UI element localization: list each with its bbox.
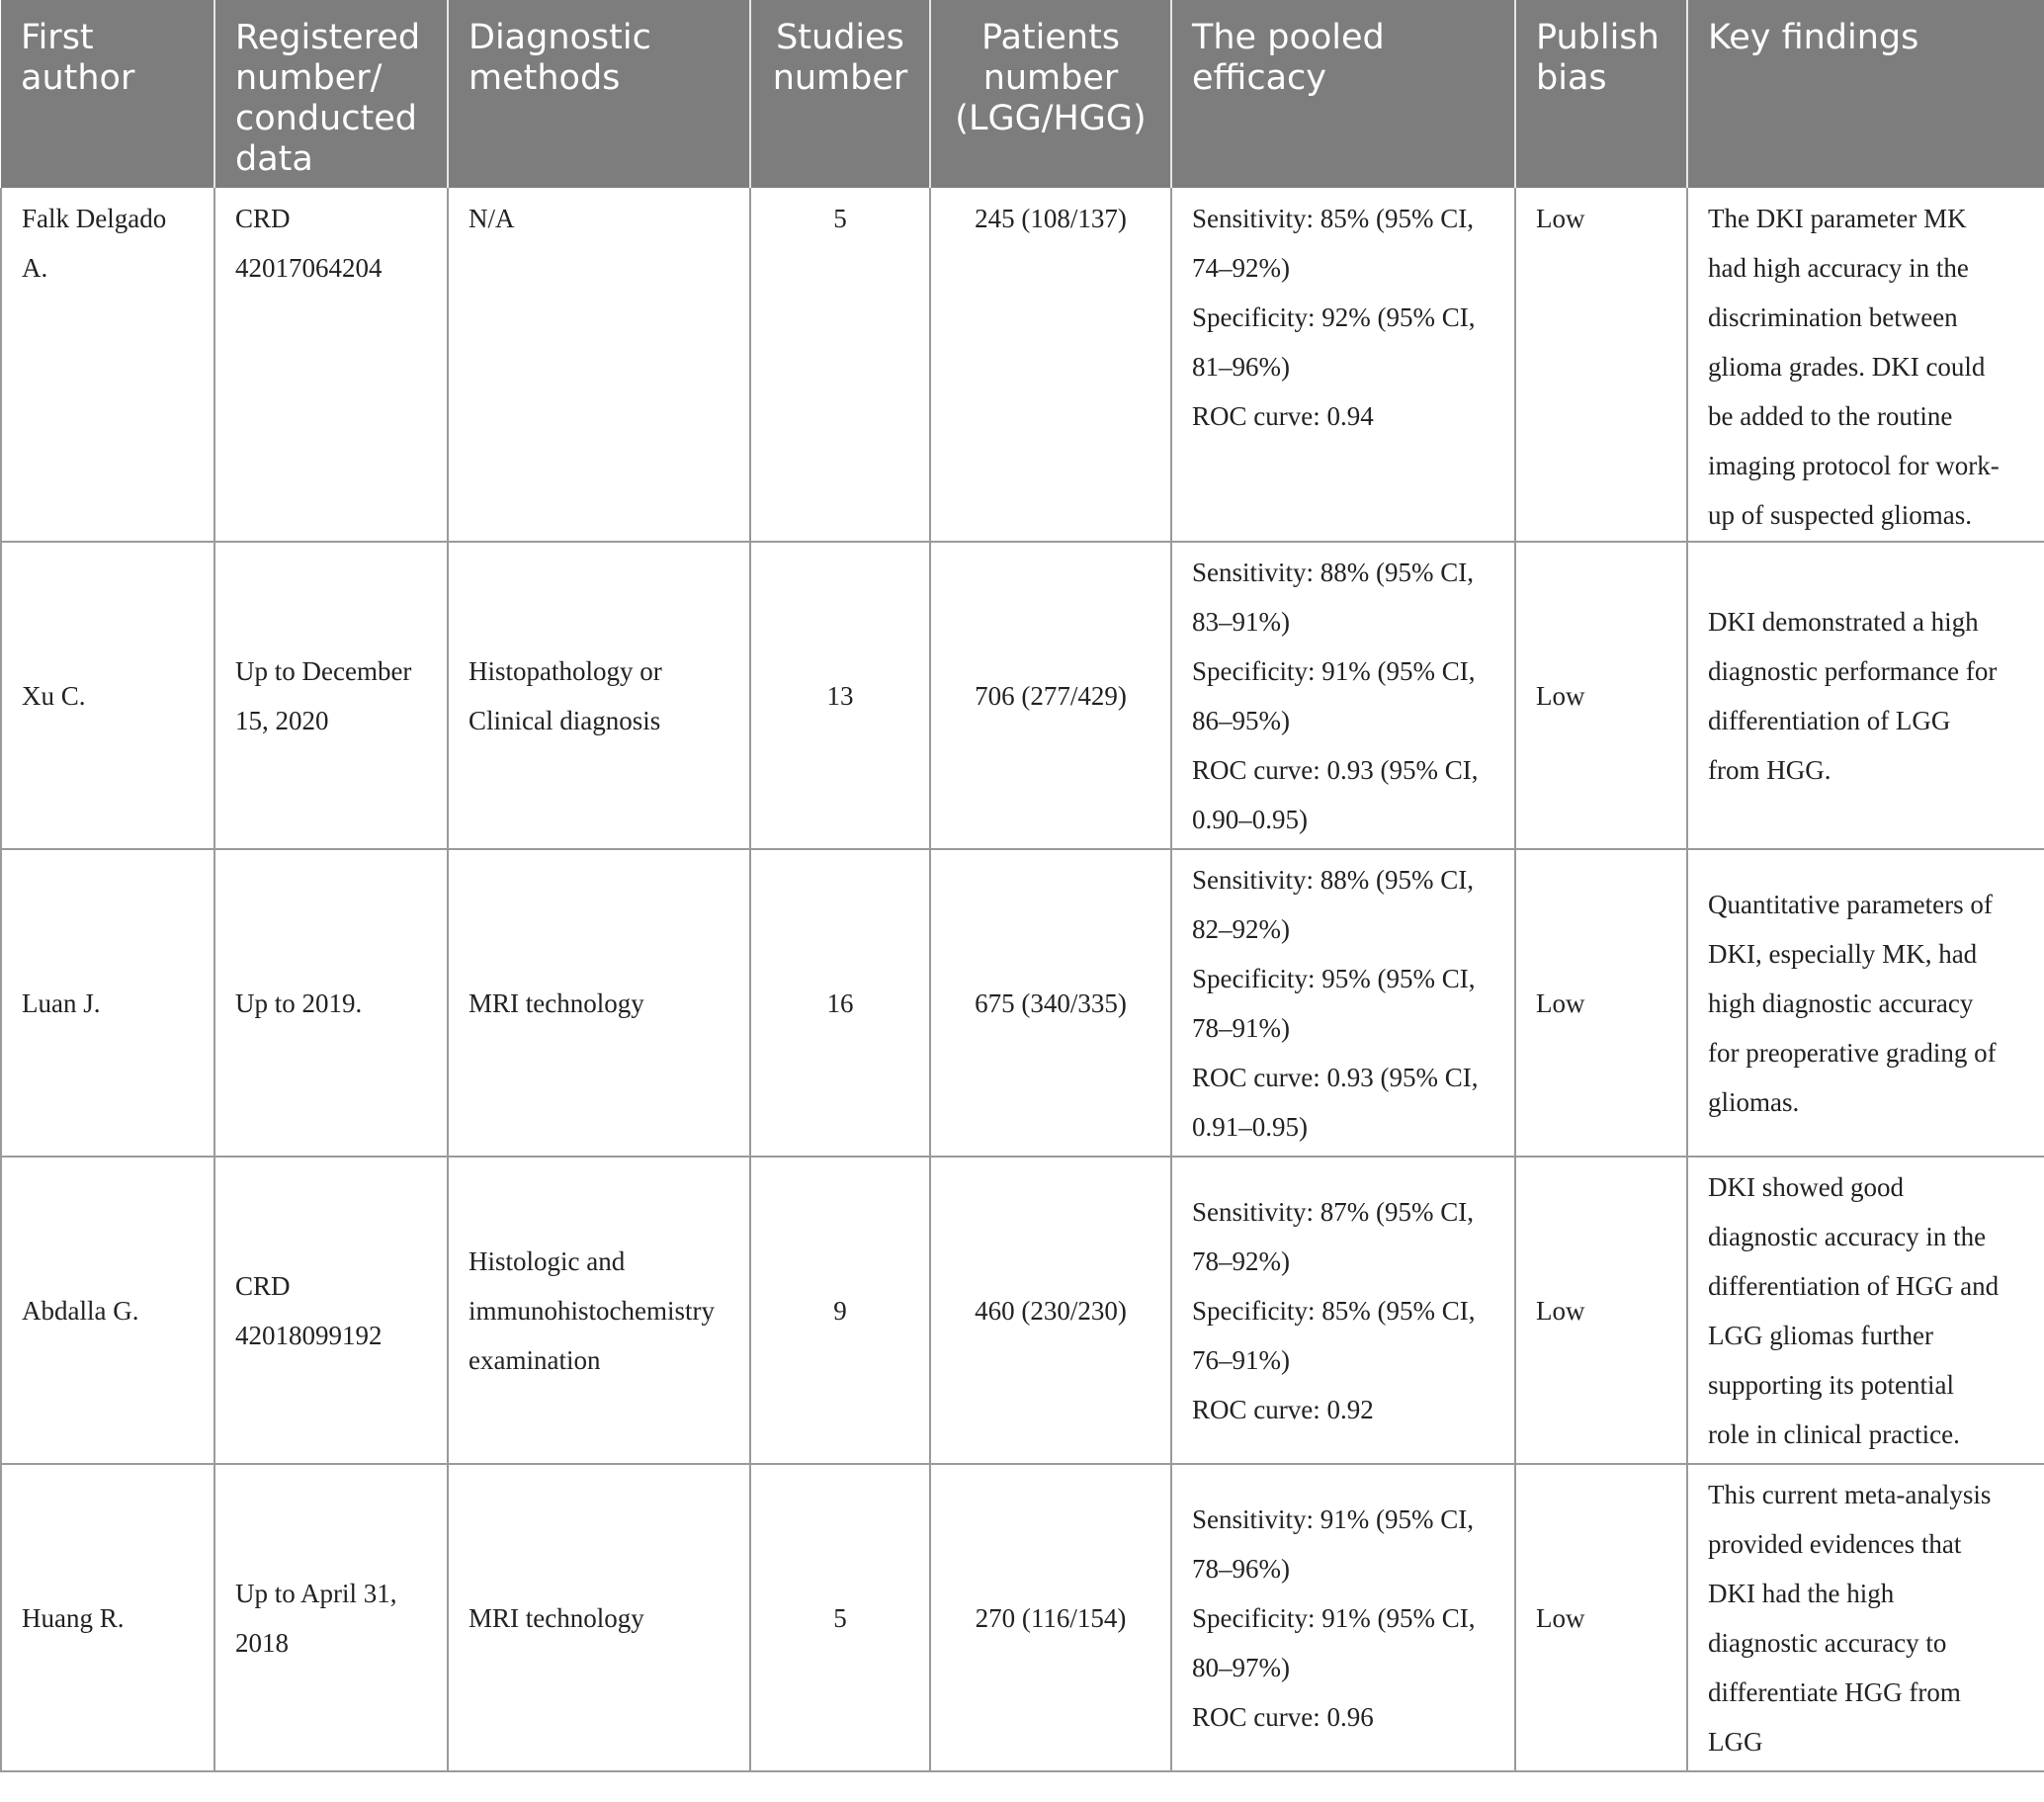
header-registered-number: Registered number/ conducted data [214, 0, 448, 188]
cell-efficacy: Sensitivity: 88% (95% CI, 82–92%) Specificity: 95% (95% CI, 78–91%) ROC curve: 0.93 (95% CI, 0.91–0.95) [1171, 849, 1515, 1157]
cell-registered: Up to April 31, 2018 [214, 1464, 448, 1771]
header-patients-number: Patients number (LGG/HGG) [930, 0, 1171, 188]
cell-findings: This current meta-analysis provided evidences that DKI had the high diagnostic accuracy to differentiate HGG from LGG [1687, 1464, 2044, 1771]
cell-patients: 460 (230/230) [930, 1157, 1171, 1464]
cell-author: Xu C. [1, 542, 214, 849]
cell-registered: CRD 42018099192 [214, 1157, 448, 1464]
cell-author: Huang R. [1, 1464, 214, 1771]
cell-studies: 13 [750, 542, 930, 849]
table-row [1, 1464, 2044, 1771]
cell-bias: Low [1515, 849, 1687, 1157]
cell-studies: 9 [750, 1157, 930, 1464]
cell-patients: 706 (277/429) [930, 542, 1171, 849]
header-first-author: First author [1, 0, 214, 188]
cell-registered: CRD 42017064204 [214, 188, 448, 542]
cell-patients: 245 (108/137) [930, 188, 1171, 542]
table-row [1, 1157, 2044, 1464]
table-row [1, 849, 2044, 1157]
cell-registered: Up to December 15, 2020 [214, 542, 448, 849]
cell-efficacy: Sensitivity: 85% (95% CI, 74–92%) Specificity: 92% (95% CI, 81–96%) ROC curve: 0.94 [1171, 188, 1515, 542]
cell-efficacy: Sensitivity: 87% (95% CI, 78–92%) Specificity: 85% (95% CI, 76–91%) ROC curve: 0.92 [1171, 1157, 1515, 1464]
cell-bias: Low [1515, 188, 1687, 542]
cell-findings: DKI showed good diagnostic accuracy in the differentiation of HGG and LGG gliomas further supporting its potential role in clinical practice. [1687, 1157, 2044, 1464]
table-row [1, 542, 2044, 849]
header-key-findings: Key findings [1687, 0, 2044, 188]
header-pooled-efficacy: The pooled efficacy [1171, 0, 1515, 188]
cell-author: Luan J. [1, 849, 214, 1157]
cell-bias: Low [1515, 1464, 1687, 1771]
cell-bias: Low [1515, 542, 1687, 849]
header-publish-bias: Publish bias [1515, 0, 1687, 188]
cell-author: Falk Delgado A. [1, 188, 214, 542]
header-diagnostic-methods: Diagnostic methods [448, 0, 750, 188]
cell-findings: Quantitative parameters of DKI, especially MK, had high diagnostic accuracy for preoperative grading of gliomas. [1687, 849, 2044, 1157]
cell-methods: MRI technology [448, 1464, 750, 1771]
cell-efficacy: Sensitivity: 91% (95% CI, 78–96%) Specificity: 91% (95% CI, 80–97%) ROC curve: 0.96 [1171, 1464, 1515, 1771]
cell-findings: DKI demonstrated a high diagnostic performance for differentiation of LGG from HGG. [1687, 542, 2044, 849]
cell-author: Abdalla G. [1, 1157, 214, 1464]
cell-methods: Histologic and immunohistochemistry examination [448, 1157, 750, 1464]
cell-patients: 270 (116/154) [930, 1464, 1171, 1771]
cell-methods: N/A [448, 188, 750, 542]
cell-studies: 5 [750, 1464, 930, 1771]
cell-patients: 675 (340/335) [930, 849, 1171, 1157]
cell-bias: Low [1515, 1157, 1687, 1464]
cell-studies: 5 [750, 188, 930, 542]
cell-efficacy: Sensitivity: 88% (95% CI, 83–91%) Specificity: 91% (95% CI, 86–95%) ROC curve: 0.93 (95% CI, 0.90–0.95) [1171, 542, 1515, 849]
cell-methods: Histopathology or Clinical diagnosis [448, 542, 750, 849]
header-studies-number: Studies number [750, 0, 930, 188]
header-row [1, 0, 2044, 188]
cell-studies: 16 [750, 849, 930, 1157]
cell-findings: The DKI parameter MK had high accuracy in the discrimination between glioma grades. DKI could be added to the routine imaging protocol for work- up of suspected gliomas. [1687, 188, 2044, 542]
cell-registered: Up to 2019. [214, 849, 448, 1157]
cell-methods: MRI technology [448, 849, 750, 1157]
table-row [1, 188, 2044, 542]
